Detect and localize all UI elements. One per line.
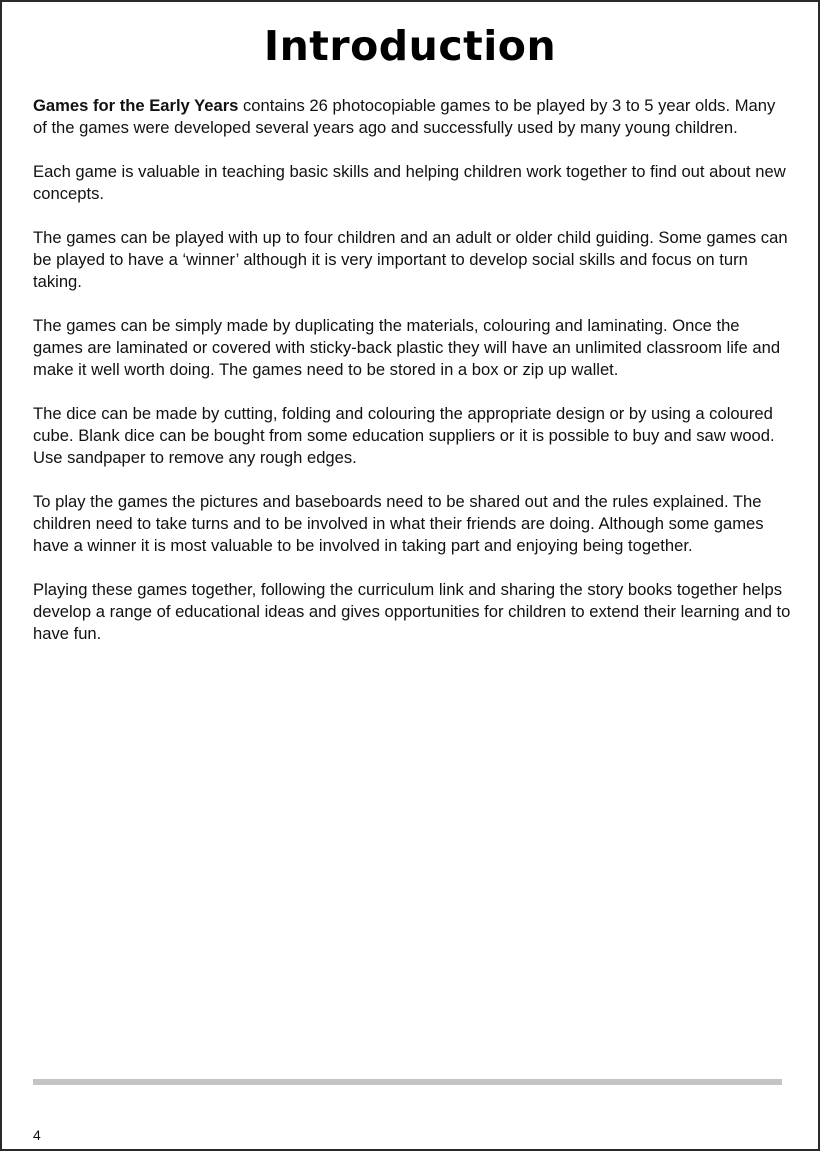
paragraph-benefits: Playing these games together, following the curriculum link and sharing the story books together helps develop a range of educational ideas and gives opportunities for children to extend their learning and to have fun. [33, 580, 791, 643]
paragraph-text: contains 26 photocopiable games to be played by 3 to 5 year olds. Many of the games were developed several years ago and successfully used by many young children. [33, 96, 776, 137]
paragraph-skills: Each game is valuable in teaching basic skills and helping children work together to find out about new concepts. [33, 162, 786, 203]
footer-divider [33, 1079, 782, 1085]
page-title: Introduction [263, 22, 557, 70]
paragraph-players: The games can be played with up to four children and an adult or older child guiding. Some games can be played to have a ‘winner’ although it is very important to develop social skills and focus on turn taking. [33, 228, 788, 291]
paragraph-intro [33, 95, 793, 139]
paragraph-making: The games can be simply made by duplicating the materials, colouring and laminating. Once the games are laminated or covered with sticky-back plastic they will have an unlimited classroom life and make it well worth doing. The games need to be stored in a box or zip up wallet. [33, 316, 781, 379]
page-number: 4 [33, 1127, 41, 1143]
paragraph-playing: To play the games the pictures and baseboards need to be shared out and the rules explained. The children need to take turns and to be involved in what their friends are doing. Although some games have a winner it is most valuable to be involved in taking part and enjoying being together. [33, 492, 764, 555]
body-content [33, 95, 793, 667]
book-title-bold: Games for the Early Years [33, 96, 239, 115]
paragraph-dice: The dice can be made by cutting, folding and colouring the appropriate design or by using a coloured cube. Blank dice can be bought from some education suppliers or it is possible to buy and saw wood. Use sandpaper to remove any rough edges. [33, 404, 775, 467]
